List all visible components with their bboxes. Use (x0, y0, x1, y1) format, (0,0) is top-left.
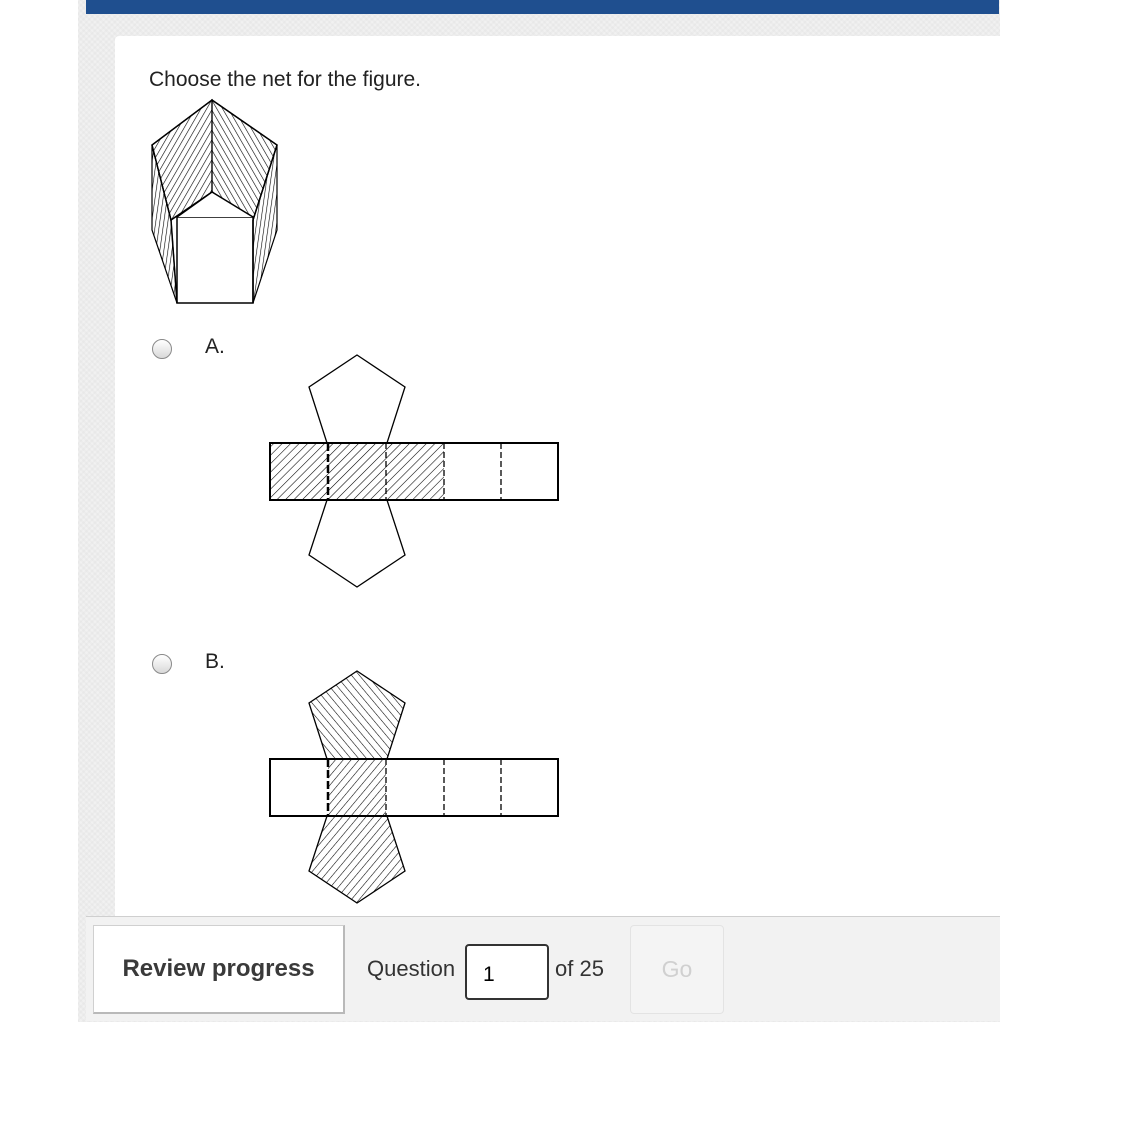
question-text: Choose the net for the figure. (149, 68, 422, 91)
option-b-net (265, 666, 565, 911)
review-progress-button[interactable]: Review progress (93, 925, 345, 1014)
question-number-label: Question (367, 956, 456, 981)
option-b-label: B. (205, 650, 225, 673)
go-button[interactable]: Go (630, 925, 724, 1014)
option-a-radio[interactable] (152, 339, 172, 359)
question-total-label: of 25 (555, 956, 604, 981)
question-number-input[interactable] (465, 944, 549, 1000)
top-header-bar (86, 0, 999, 14)
option-b-radio[interactable] (152, 654, 172, 674)
pentagonal-prism-figure (145, 95, 287, 310)
option-a-label: A. (205, 335, 225, 358)
option-a-net (265, 350, 565, 595)
